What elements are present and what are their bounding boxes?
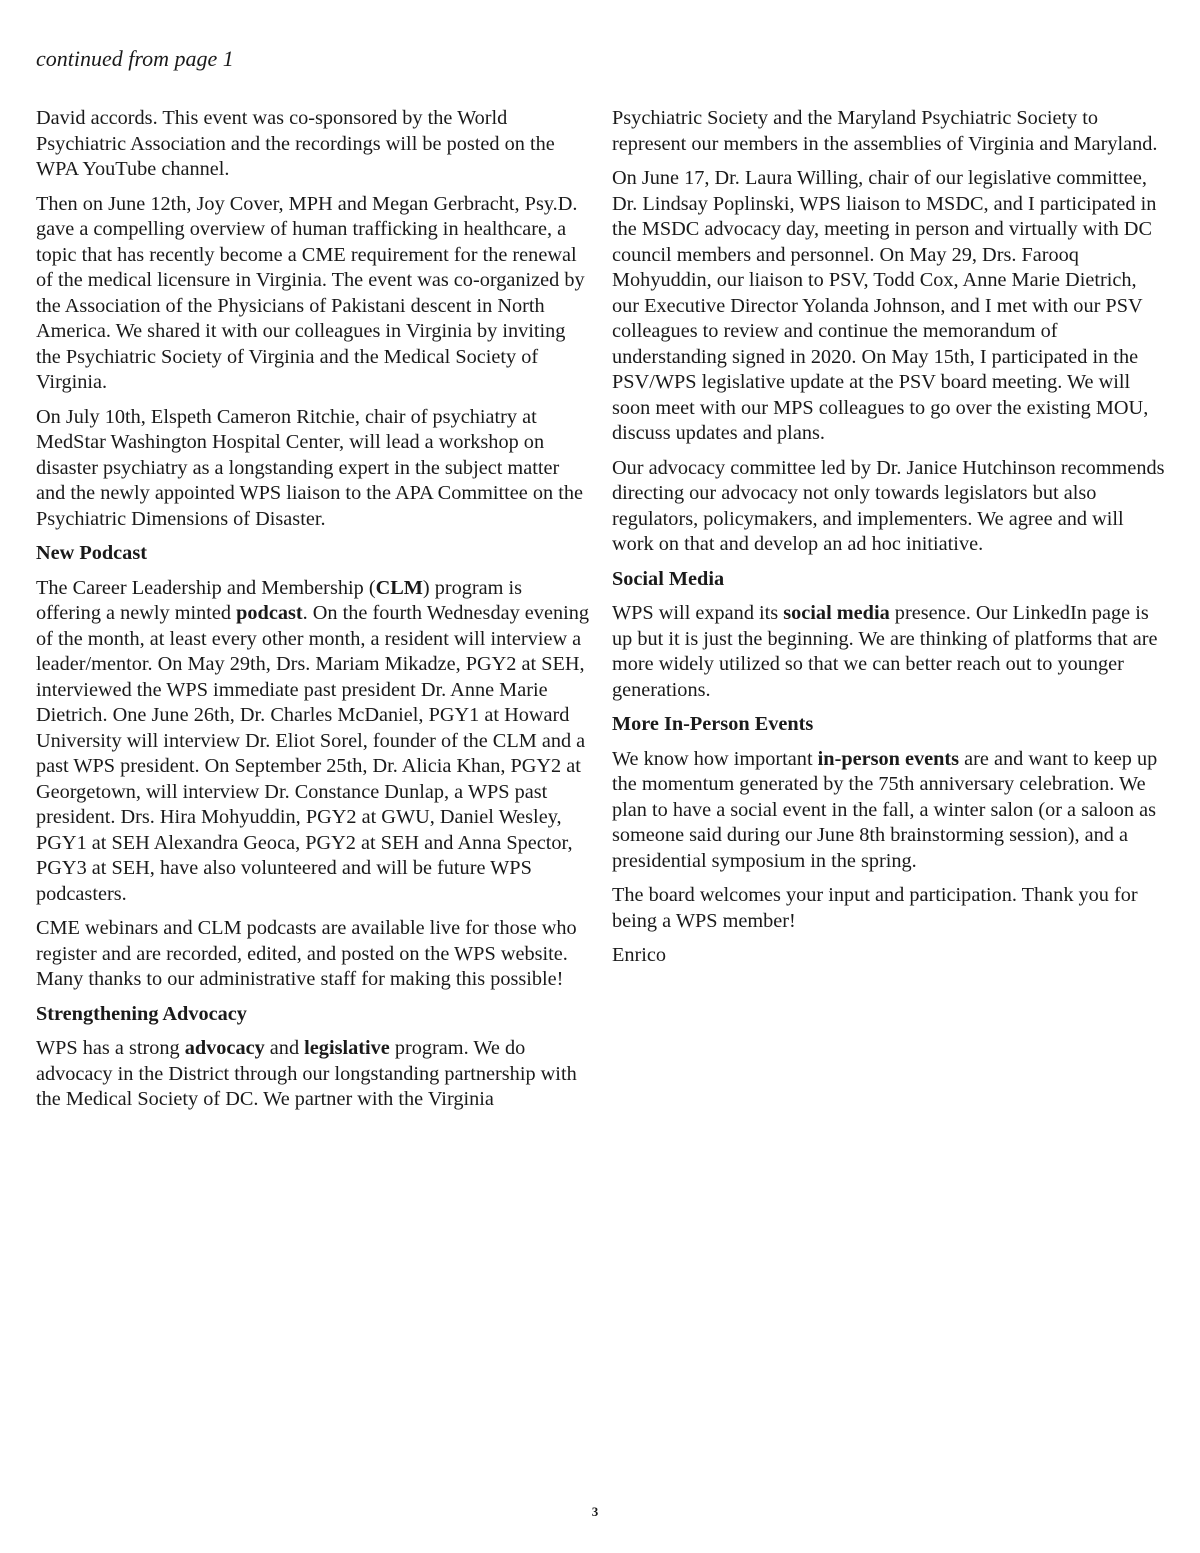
paragraph: Then on June 12th, Joy Cover, MPH and Megan Gerbracht, Psy.D. gave a compelling overview of human trafficking in healthcare, a topic that has recently become a CME requirement for the renewal of the medical licensure in Virginia. The event was co-organized by the Association of the Physicians of Pakistani descent in North America. We shared it with our colleagues in Virginia by inviting the Psychiatric Society of Virginia and the Medical Society of Virginia. <box>36 192 585 393</box>
paragraph: We know how important in-person events are and want to keep up the momentum generated by the 75th anniversary celebration. We plan to have a social event in the fall, a winter salon (or a saloon as someone said during our June 8th brainstorming session), and a presidential symposium in the spring. <box>612 747 1158 872</box>
section-heading-new-podcast: New Podcast <box>36 542 147 564</box>
paragraph: The board welcomes your input and participation. Thank you for being a WPS member! <box>612 884 1138 932</box>
paragraph: On June 17, Dr. Laura Willing, chair of our legislative committee, Dr. Lindsay Poplinski, WPS liaison to MSDC, and I participated in the MSDC advocacy day, meeting in person and virtually with DC council members and personnel. On May 29, Drs. Farooq Mohyuddin, our liaison to PSV, Todd Cox, Anne Marie Dietrich, our Executive Director Yolanda Johnson, and I met with our PSV colleagues to review and continue the memorandum of understanding signed in 2020. On May 15th, I participated in the PSV/WPS legislative update at the PSV board meeting. We will soon meet with our MPS colleagues to go over the existing MOU, discuss updates and plans. <box>612 167 1157 444</box>
paragraph: WPS has a strong advocacy and legislative program. We do advocacy in the District through our longstanding partnership with the Medical Society of DC. We partner with the Virginia <box>36 1037 577 1110</box>
paragraph: On July 10th, Elspeth Cameron Ritchie, chair of psychiatry at MedStar Washington Hospital Center, will lead a workshop on disaster psychiatry as a longstanding expert in the subject matter and the newly appointed WPS liaison to the APA Committee on the Psychiatric Dimensions of Disaster. <box>36 405 583 530</box>
paragraph: The Career Leadership and Membership (CLM) program is offering a newly minted podcast. On the fourth Wednesday evening of the month, at least every other month, a resident will interview a leader/mentor. On May 29th, Drs. Mariam Mikadze, PGY2 at SEH, interviewed the WPS immediate past president Dr. Anne Marie Dietrich. One June 26th, Dr. Charles McDaniel, PGY1 at Howard University will interview Dr. Eliot Sorel, founder of the CLM and a past WPS president. On September 25th, Dr. Alicia Khan, PGY2 at Georgetown, will interview Dr. Constance Dunlap, a WPS past president. Drs. Hira Mohyuddin, PGY2 at GWU, Daniel Wesley, PGY1 at SEH Alexandra Geoca, PGY2 at SEH and Anna Spector, PGY3 at SEH, have also volunteered and will be future WPS podcasters. <box>36 576 590 905</box>
paragraph: Psychiatric Society and the Maryland Psychiatric Society to represent our members in the assemblies of Virginia and Maryland. <box>612 107 1158 155</box>
section-heading-strengthening-advocacy: Strengthening Advocacy <box>36 1002 247 1025</box>
right-column <box>612 106 1168 978</box>
left-column <box>36 106 592 1122</box>
continued-note: continued from page 1 <box>36 46 234 71</box>
page-number: 3 <box>591 1504 599 1519</box>
paragraph: CME webinars and CLM podcasts are available live for those who register and are recorded, edited, and posted on the WPS website. Many thanks to our administrative staff for making this possible! <box>36 917 577 990</box>
signoff: Enrico <box>612 944 667 966</box>
paragraph: Our advocacy committee led by Dr. Janice Hutchinson recommends directing our advocacy not only towards legislators but also regulators, policymakers, and implementers. We agree and will work on that and develop an ad hoc initiative. <box>612 456 1165 555</box>
paragraph: David accords. This event was co-sponsored by the World Psychiatric Association and the recordings will be posted on the WPA YouTube channel. <box>36 107 555 180</box>
paragraph: WPS will expand its social media presence. Our LinkedIn page is up but it is just the beginning. We are thinking of platforms that are more widely utilized so that we can better reach out to younger generations. <box>612 602 1158 701</box>
section-heading-social-media: Social Media <box>612 567 725 590</box>
section-heading-in-person-events: More In-Person Events <box>612 713 814 735</box>
